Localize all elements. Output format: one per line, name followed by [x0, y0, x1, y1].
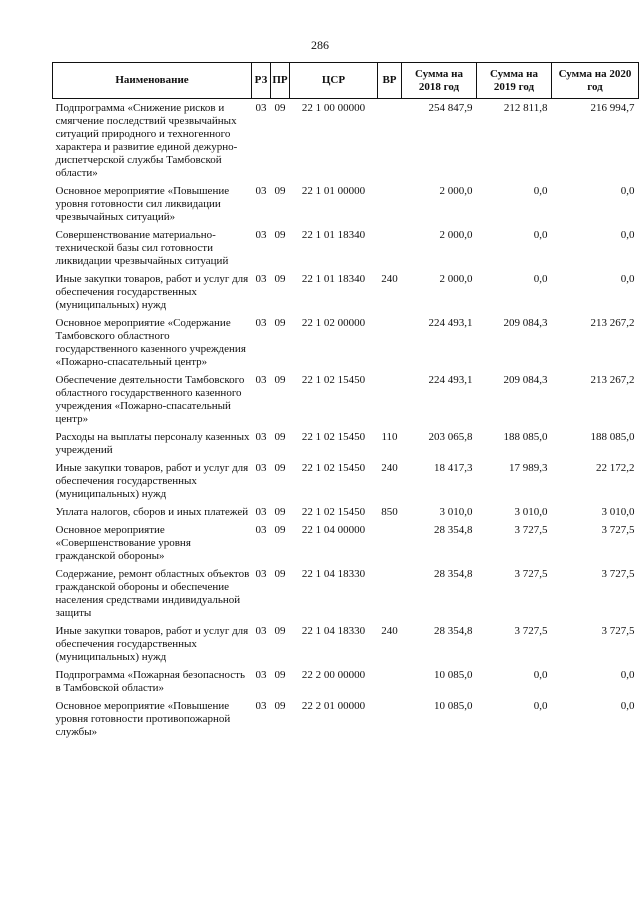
header-vr: ВР	[378, 63, 402, 99]
row-vr	[378, 371, 402, 428]
row-vr: 240	[381, 625, 398, 637]
row-rz: 03	[255, 700, 267, 712]
row-rz: 03	[255, 185, 267, 197]
row-sum-2019: 209 084,3	[503, 374, 548, 386]
row-name: Совершенствование материально-технической базы сил готовности ликвидации чрезвычайных ситуаций	[55, 229, 229, 267]
row-rz: 03	[255, 506, 267, 518]
table-row	[53, 697, 639, 741]
row-pr: 09	[274, 568, 286, 580]
table-row	[53, 622, 639, 666]
row-name: Основное мероприятие «Содержание Тамбовского областного государственного казенного учреждения «Пожарно-спасательный центр»	[55, 317, 246, 368]
row-rz: 03	[255, 374, 267, 386]
row-csr: 22 2 01 00000	[301, 700, 366, 712]
row-sum-2018: 10 085,0	[434, 669, 473, 681]
row-sum-2020: 213 267,2	[590, 317, 635, 329]
row-sum-2018: 224 493,1	[428, 374, 473, 386]
row-sum-2018: 203 065,8	[428, 431, 473, 443]
row-csr: 22 2 00 00000	[301, 669, 366, 681]
header-sum-2020: Сумма на 2020 год	[552, 63, 639, 99]
table-row	[53, 521, 639, 565]
row-csr: 22 1 00 00000	[301, 102, 366, 114]
row-sum-2020: 0,0	[620, 273, 635, 285]
row-sum-2020: 213 267,2	[590, 374, 635, 386]
row-pr: 09	[274, 462, 286, 474]
header-sum-2019: Сумма на 2019 год	[477, 63, 552, 99]
row-sum-2019: 212 811,8	[503, 102, 548, 114]
row-sum-2019: 188 085,0	[503, 431, 548, 443]
row-sum-2018: 28 354,8	[434, 625, 473, 637]
row-sum-2019: 3 727,5	[514, 625, 548, 637]
row-sum-2020: 0,0	[620, 700, 635, 712]
header-name: Наименование	[53, 63, 252, 99]
row-pr: 09	[274, 229, 286, 241]
row-name: Подпрограмма «Пожарная безопасность в Тамбовской области»	[55, 669, 245, 694]
row-pr: 09	[274, 625, 286, 637]
row-vr	[378, 697, 402, 741]
header-csr: ЦСР	[290, 63, 378, 99]
row-sum-2019: 3 010,0	[514, 506, 548, 518]
header-sum-2018: Сумма на 2018 год	[402, 63, 477, 99]
row-pr: 09	[274, 524, 286, 536]
row-vr: 240	[381, 462, 398, 474]
table-row	[53, 226, 639, 270]
row-sum-2018: 2 000,0	[439, 273, 473, 285]
table-row	[53, 314, 639, 371]
row-name: Основное мероприятие «Повышение уровня готовности сил ликвидации чрезвычайных ситуаций»	[55, 185, 230, 223]
row-sum-2020: 3 010,0	[601, 506, 635, 518]
row-sum-2020: 0,0	[620, 229, 635, 241]
row-csr: 22 1 04 18330	[301, 625, 366, 637]
row-name: Обеспечение деятельности Тамбовского областного государственного казенного учреждения «Пожарно-спасательный центр»	[55, 374, 245, 425]
budget-table	[52, 62, 639, 741]
row-csr: 22 1 01 18340	[301, 273, 366, 285]
row-sum-2018: 28 354,8	[434, 568, 473, 580]
row-sum-2020: 3 727,5	[601, 625, 635, 637]
row-rz: 03	[255, 462, 267, 474]
table-row	[53, 503, 639, 521]
row-rz: 03	[255, 625, 267, 637]
row-csr: 22 1 02 15450	[301, 431, 366, 443]
row-rz: 03	[255, 431, 267, 443]
row-rz: 03	[255, 102, 267, 114]
row-vr: 240	[381, 273, 398, 285]
row-sum-2018: 10 085,0	[434, 700, 473, 712]
row-sum-2019: 3 727,5	[514, 524, 548, 536]
header-rz: РЗ	[252, 63, 271, 99]
row-rz: 03	[255, 229, 267, 241]
row-sum-2020: 3 727,5	[601, 568, 635, 580]
row-sum-2018: 2 000,0	[439, 229, 473, 241]
row-rz: 03	[255, 669, 267, 681]
row-sum-2019: 0,0	[533, 700, 548, 712]
row-vr	[378, 99, 402, 183]
row-pr: 09	[274, 273, 286, 285]
row-sum-2019: 209 084,3	[503, 317, 548, 329]
row-sum-2020: 188 085,0	[590, 431, 635, 443]
table-row	[53, 565, 639, 622]
row-vr	[378, 666, 402, 697]
row-sum-2018: 224 493,1	[428, 317, 473, 329]
table-body	[53, 99, 639, 742]
row-csr: 22 1 02 00000	[301, 317, 366, 329]
header-pr: ПР	[271, 63, 290, 99]
row-name: Иные закупки товаров, работ и услуг для обеспечения государственных (муниципальных) нужд	[55, 462, 249, 500]
row-name: Иные закупки товаров, работ и услуг для обеспечения государственных (муниципальных) нужд	[55, 625, 249, 663]
row-vr	[378, 314, 402, 371]
row-pr: 09	[274, 102, 286, 114]
row-sum-2020: 3 727,5	[601, 524, 635, 536]
row-vr: 850	[381, 506, 398, 518]
row-csr: 22 1 02 15450	[301, 506, 366, 518]
row-name: Основное мероприятие «Совершенствование уровня гражданской обороны»	[55, 524, 191, 562]
row-sum-2019: 0,0	[533, 669, 548, 681]
row-csr: 22 1 02 15450	[301, 462, 366, 474]
row-pr: 09	[274, 374, 286, 386]
row-sum-2018: 3 010,0	[439, 506, 473, 518]
row-name: Расходы на выплаты персоналу казенных учреждений	[55, 431, 250, 456]
row-name: Подпрограмма «Снижение рисков и смягчение последствий чрезвычайных ситуаций природного и техногенного характера и развитие единой дежурно-диспетчерской службы Тамбовской области»	[55, 102, 238, 179]
row-rz: 03	[255, 273, 267, 285]
row-pr: 09	[274, 669, 286, 681]
table-row	[53, 666, 639, 697]
table-row	[53, 270, 639, 314]
row-vr	[378, 521, 402, 565]
table-row	[53, 182, 639, 226]
row-sum-2020: 0,0	[620, 669, 635, 681]
row-sum-2018: 18 417,3	[434, 462, 473, 474]
row-sum-2019: 3 727,5	[514, 568, 548, 580]
row-sum-2020: 22 172,2	[596, 462, 635, 474]
row-rz: 03	[255, 568, 267, 580]
row-pr: 09	[274, 185, 286, 197]
row-csr: 22 1 01 00000	[301, 185, 366, 197]
row-sum-2018: 28 354,8	[434, 524, 473, 536]
row-pr: 09	[274, 431, 286, 443]
row-sum-2020: 216 994,7	[590, 102, 635, 114]
row-name: Иные закупки товаров, работ и услуг для обеспечения государственных (муниципальных) нужд	[55, 273, 249, 311]
row-name: Уплата налогов, сборов и иных платежей	[55, 506, 249, 518]
row-csr: 22 1 04 18330	[301, 568, 366, 580]
row-vr	[378, 226, 402, 270]
table-row	[53, 459, 639, 503]
row-csr: 22 1 02 15450	[301, 374, 366, 386]
row-vr: 110	[381, 431, 398, 443]
row-rz: 03	[255, 317, 267, 329]
table-row	[53, 428, 639, 459]
row-pr: 09	[274, 506, 286, 518]
row-name: Содержание, ремонт областных объектов гражданской обороны и обеспечение населения средствами индивидуальной защиты	[55, 568, 250, 619]
row-sum-2020: 0,0	[620, 185, 635, 197]
row-rz: 03	[255, 524, 267, 536]
row-sum-2018: 254 847,9	[428, 102, 473, 114]
row-pr: 09	[274, 317, 286, 329]
table-header	[53, 63, 639, 99]
page-number: 286	[311, 38, 329, 52]
row-vr	[378, 182, 402, 226]
row-pr: 09	[274, 700, 286, 712]
table-row	[53, 371, 639, 428]
row-csr: 22 1 01 18340	[301, 229, 366, 241]
row-csr: 22 1 04 00000	[301, 524, 366, 536]
row-sum-2019: 0,0	[533, 229, 548, 241]
row-vr	[378, 565, 402, 622]
row-name: Основное мероприятие «Повышение уровня готовности противопожарной службы»	[55, 700, 231, 738]
row-sum-2018: 2 000,0	[439, 185, 473, 197]
row-sum-2019: 0,0	[533, 185, 548, 197]
row-sum-2019: 0,0	[533, 273, 548, 285]
row-sum-2019: 17 989,3	[509, 462, 548, 474]
table-row	[53, 99, 639, 183]
